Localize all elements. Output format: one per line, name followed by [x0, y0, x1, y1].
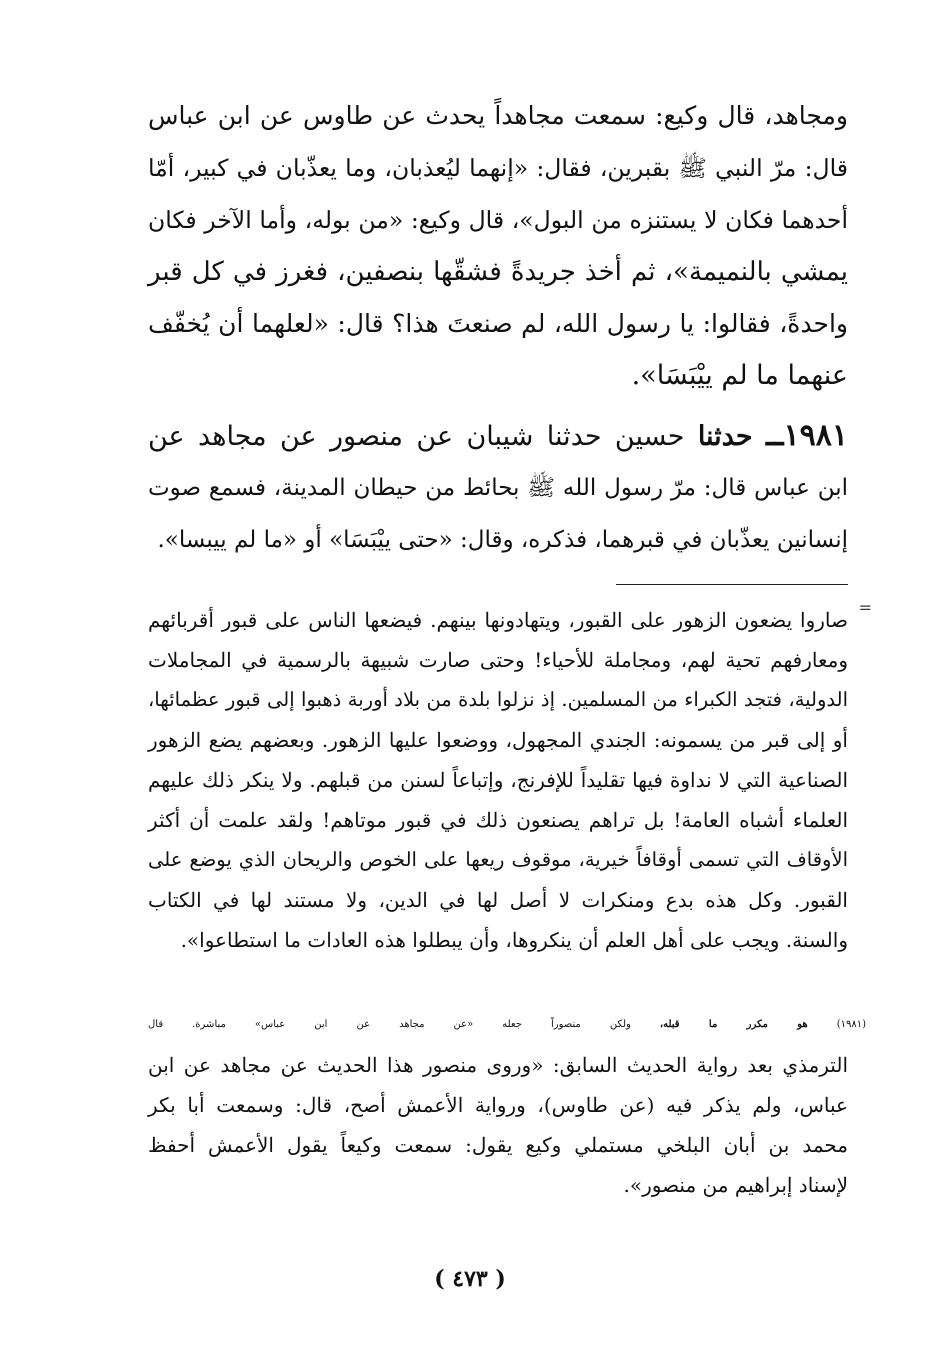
footnote-lead: هو مكرر ما قبله، [659, 1019, 808, 1030]
footnote-continuation [148, 600, 848, 960]
text-line: يمشي بالنميمة»، ثم أخذ جريدةً فشقّها بنصفين، فغرز في كل قبر [148, 257, 848, 287]
footnote-line: الصناعية التي لا نداوة فيها تقليداً للإفرنج، وإتباعاً لسنن من قبلهم. ولا ينكر ذلك عليهم [148, 768, 848, 792]
footnote-continuation-mark: = [858, 598, 872, 617]
footnote-first-line [148, 1005, 866, 1045]
hadith-lead-word: حدثنا [697, 421, 753, 452]
text-line: ابن عباس قال: مرّ رسول الله ﷺ بحائط من حيطان المدينة، فسمع صوت [148, 475, 848, 501]
hadith-first-line [148, 410, 848, 462]
footnote-line: أو إلى قبر من يسمونه: الجندي المجهول، ووضعوا عليها الزهور. وبعضهم يضع الزهور [148, 728, 848, 752]
hadith-number: ١٩٨١ــ [765, 418, 848, 453]
footnote-separator [616, 584, 848, 585]
footnote-line: ومعارفهم تحية لهم، ومجاملة للأحياء! وحتى صارت شبيهة بالرسمية في المجاملات [148, 648, 848, 672]
main-paragraph-1 [148, 90, 848, 402]
text-line: عنهما ما لم ييْبَسَا». [631, 360, 848, 391]
text-fragment: ولكن منصوراً جعله «عن مجاهد عن ابن عباس» مباشرة. قال [148, 1019, 631, 1030]
text-line: واحدةً، فقالوا: يا رسول الله، لم صنعتَ هذا؟ قال: «لعلهما أن يُخفّف [148, 309, 849, 338]
text-line: إنسانين يعذّبان في قبرهما، فذكره، وقال: «حتى ييْبَسَا» أو «ما لم ييبسا». [157, 527, 848, 553]
footnote-line: الترمذي بعد رواية الحديث السابق: «وروى منصور هذا الحديث عن مجاهد عن ابن [148, 1053, 848, 1077]
text-line: ومجاهد، قال وكيع: سمعت مجاهداً يحدث عن طاوس عن ابن عباس [148, 101, 848, 130]
footnote-line: والسنة. ويجب على أهل العلم أن ينكروها، وأن يبطلوا هذه العادات ما استطاعوا». [180, 928, 848, 952]
page-number: ( ٤٧٣ ) [434, 1266, 506, 1292]
footnote-line: الدولية، فتجد الكبراء من المسلمين. إذ نزلوا بلدة من بلاد أوربة ذهبوا إلى قبور عظمائها، [148, 688, 848, 711]
footnote-line: العلماء أشباه العامة! بل تراهم يصنعون ذلك في قبور موتاهم! ولقد علمت أن أكثر [148, 808, 848, 832]
footnote-line: صاروا يضعون الزهور على القبور، ويتهادونها بينهم. فيضعها الناس على قبور أقربائهم [148, 608, 848, 632]
footnote-line: محمد بن أبان البلخي مستملي وكيع يقول: سمعت وكيعاً يقول الأعمش أحفظ [148, 1133, 848, 1157]
footnote-line: عباس، ولم يذكر فيه (عن طاوس)، ورواية الأعمش أصح، قال: وسمعت أبا بكر [148, 1093, 848, 1117]
footnote-1981 [148, 1005, 866, 1205]
footnote-line: لإسناد إبراهيم من منصور». [623, 1173, 848, 1197]
footnote-number: (١٩٨١) [836, 1019, 866, 1030]
text-line: قال: مرّ النبي ﷺ بقبرين، فقال: «إنهما ليُعذبان، وما يعذّبان في كبير، أمّا [148, 154, 848, 182]
footnote-line: القبور. وكل هذه بدع ومنكرات لا أصل لها في الدين، ولا مستند لها في الكتاب [148, 888, 848, 912]
text-line: أحدهما فكان لا يستنزه من البول»، قال وكيع: «من بوله، وأما الآخر فكان [148, 206, 848, 234]
main-paragraph-hadith-1981 [148, 410, 848, 566]
footnote-line: الأوقاف التي تسمى أوقافاً خيرية، موقوف ريعها على الخوص والريحان الذي يوضع على [148, 848, 848, 871]
text-fragment: حسين حدثنا شيبان عن منصور عن مجاهد عن [148, 421, 685, 452]
